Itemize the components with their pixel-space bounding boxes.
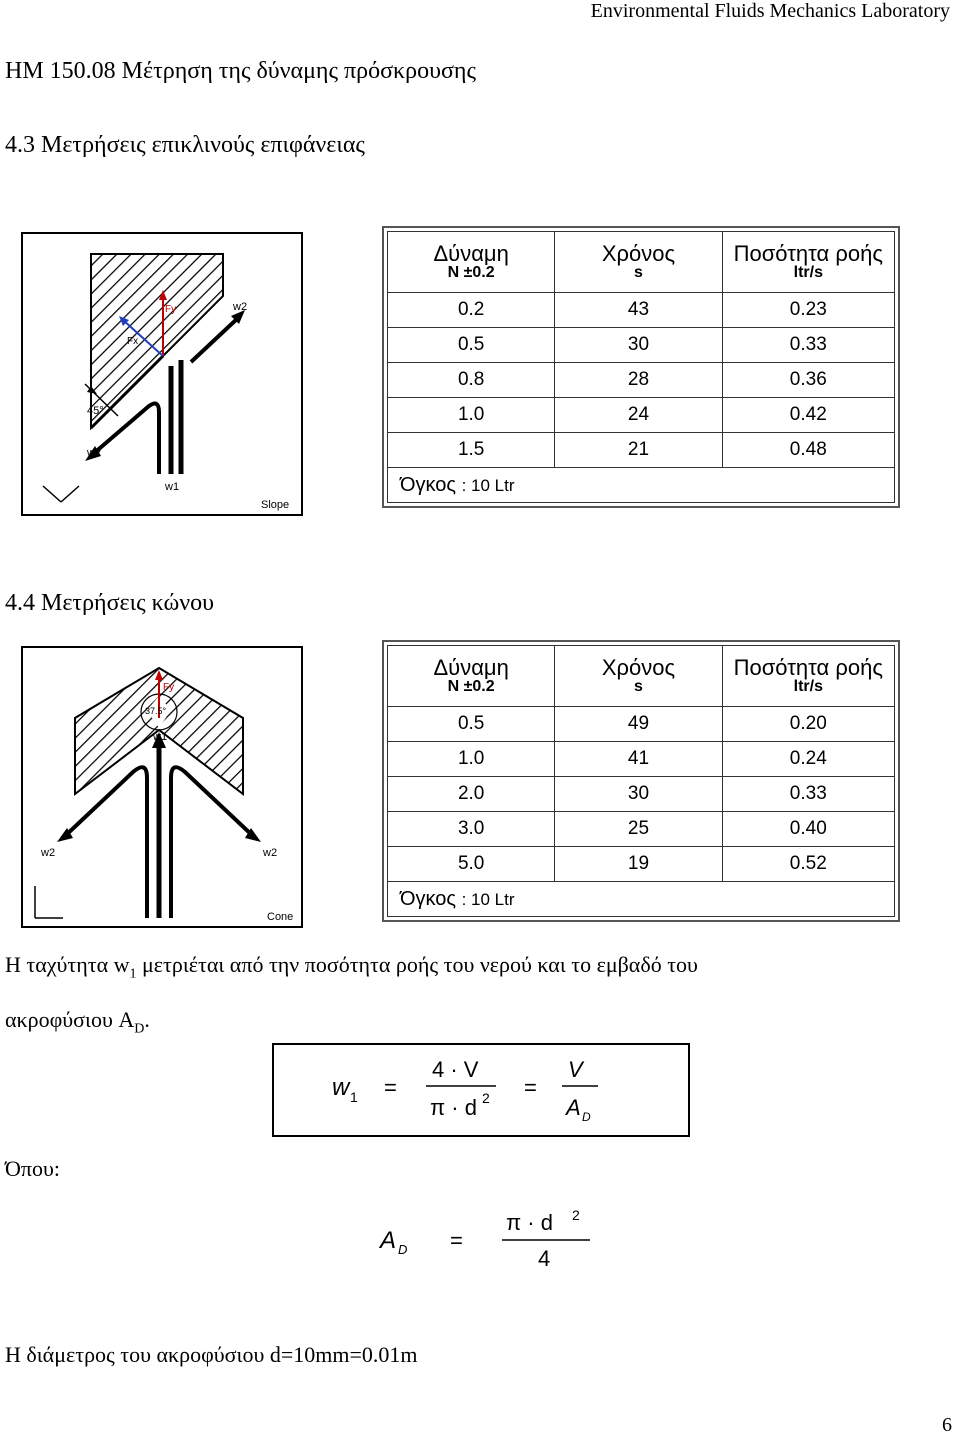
slope-w2-right-label: w2 (233, 301, 248, 313)
where-label: Όπου: (5, 1156, 60, 1181)
svg-text:D: D (582, 1110, 591, 1124)
svg-text:4 · V: 4 · V (432, 1057, 479, 1082)
table-row: 3.0 25 0.40 (388, 812, 895, 847)
svg-text:1: 1 (350, 1089, 358, 1105)
slope-measurements-table (387, 231, 895, 503)
cone-caption: Cone (267, 911, 294, 923)
table-row: 1.0 41 0.24 (388, 742, 895, 777)
cone-fy-label: Fy (163, 682, 175, 693)
cone-w1-label: w1 (153, 731, 168, 743)
table-row: 0.8 28 0.36 (388, 363, 895, 398)
svg-text:w: w (332, 1074, 350, 1101)
slope-plate (91, 254, 223, 428)
col-time-header: Χρόνος s (555, 646, 722, 707)
slope-w2-left-label: w2 (87, 447, 102, 459)
slope-fy-label: Fy (165, 304, 177, 315)
slope-figure (21, 232, 303, 516)
svg-text:π · d: π · d (506, 1210, 553, 1235)
svg-text:=: = (450, 1228, 463, 1253)
svg-text:=: = (384, 1075, 397, 1100)
cone-w2-left-label: w2 (41, 847, 56, 859)
svg-text:4: 4 (538, 1246, 551, 1271)
slope-table-box (382, 226, 900, 508)
col-flow-header: Ποσότητα ροής ltr/s (722, 232, 894, 293)
svg-text:A: A (380, 1227, 397, 1254)
slope-w1-label: w1 (165, 481, 180, 493)
table-row: 2.0 30 0.33 (388, 777, 895, 812)
svg-text:A: A (566, 1095, 581, 1120)
section-4-4-title: 4.4 Μετρήσεις κώνου (5, 590, 214, 616)
table-row: 5.0 19 0.52 (388, 847, 895, 882)
table-row: 0.2 43 0.23 (388, 293, 895, 328)
col-force-header: Δύναμη N ±0.2 (388, 232, 555, 293)
svg-text:2: 2 (482, 1090, 490, 1106)
cone-figure (21, 646, 303, 928)
document-title: HM 150.08 Μέτρηση της δύναμης πρόσκρουσης (5, 58, 476, 84)
cone-angle-label: 37.5° (145, 706, 167, 716)
cone-table-box (382, 640, 900, 922)
table-row: 1.0 24 0.42 (388, 398, 895, 433)
cone-measurements-table (387, 645, 895, 917)
svg-text:D: D (398, 1242, 408, 1257)
velocity-formula (272, 1043, 690, 1137)
svg-text:2: 2 (572, 1207, 580, 1223)
velocity-paragraph: Η ταχύτητα $w_1$ μετριέται από την ποσότητα ροής του νερού και το εμβαδό του ακροφύσιου $A_D$. (5, 952, 698, 1037)
volume-row: Όγκος : 10 Ltr (388, 468, 895, 503)
page-number: 6 (942, 1414, 952, 1436)
section-4-3-title: 4.3 Μετρήσεις επικλινούς επιφάνειας (5, 132, 365, 158)
svg-text:V: V (568, 1057, 583, 1082)
slope-angle-label: 45° (87, 405, 104, 417)
svg-text:=: = (524, 1075, 537, 1100)
volume-row: Όγκος : 10 Ltr (388, 882, 895, 917)
table-row: 1.5 21 0.48 (388, 433, 895, 468)
cone-w2-right-label: w2 (263, 847, 278, 859)
lab-header: Environmental Fluids Mechanics Laboratory (590, 0, 950, 22)
col-flow-header: Ποσότητα ροής ltr/s (722, 646, 894, 707)
slope-caption: Slope (261, 499, 290, 511)
col-force-header: Δύναμη N ±0.2 (388, 646, 555, 707)
table-row: 0.5 30 0.33 (388, 328, 895, 363)
area-formula (376, 1202, 606, 1282)
table-row: 0.5 49 0.20 (388, 707, 895, 742)
svg-text:π · d: π · d (430, 1095, 477, 1120)
diameter-text: Η διάμετρος του ακροφύσιου d=10mm=0.01m (5, 1342, 418, 1367)
col-time-header: Χρόνος s (555, 232, 722, 293)
slope-fx-label: Fx (127, 336, 139, 347)
